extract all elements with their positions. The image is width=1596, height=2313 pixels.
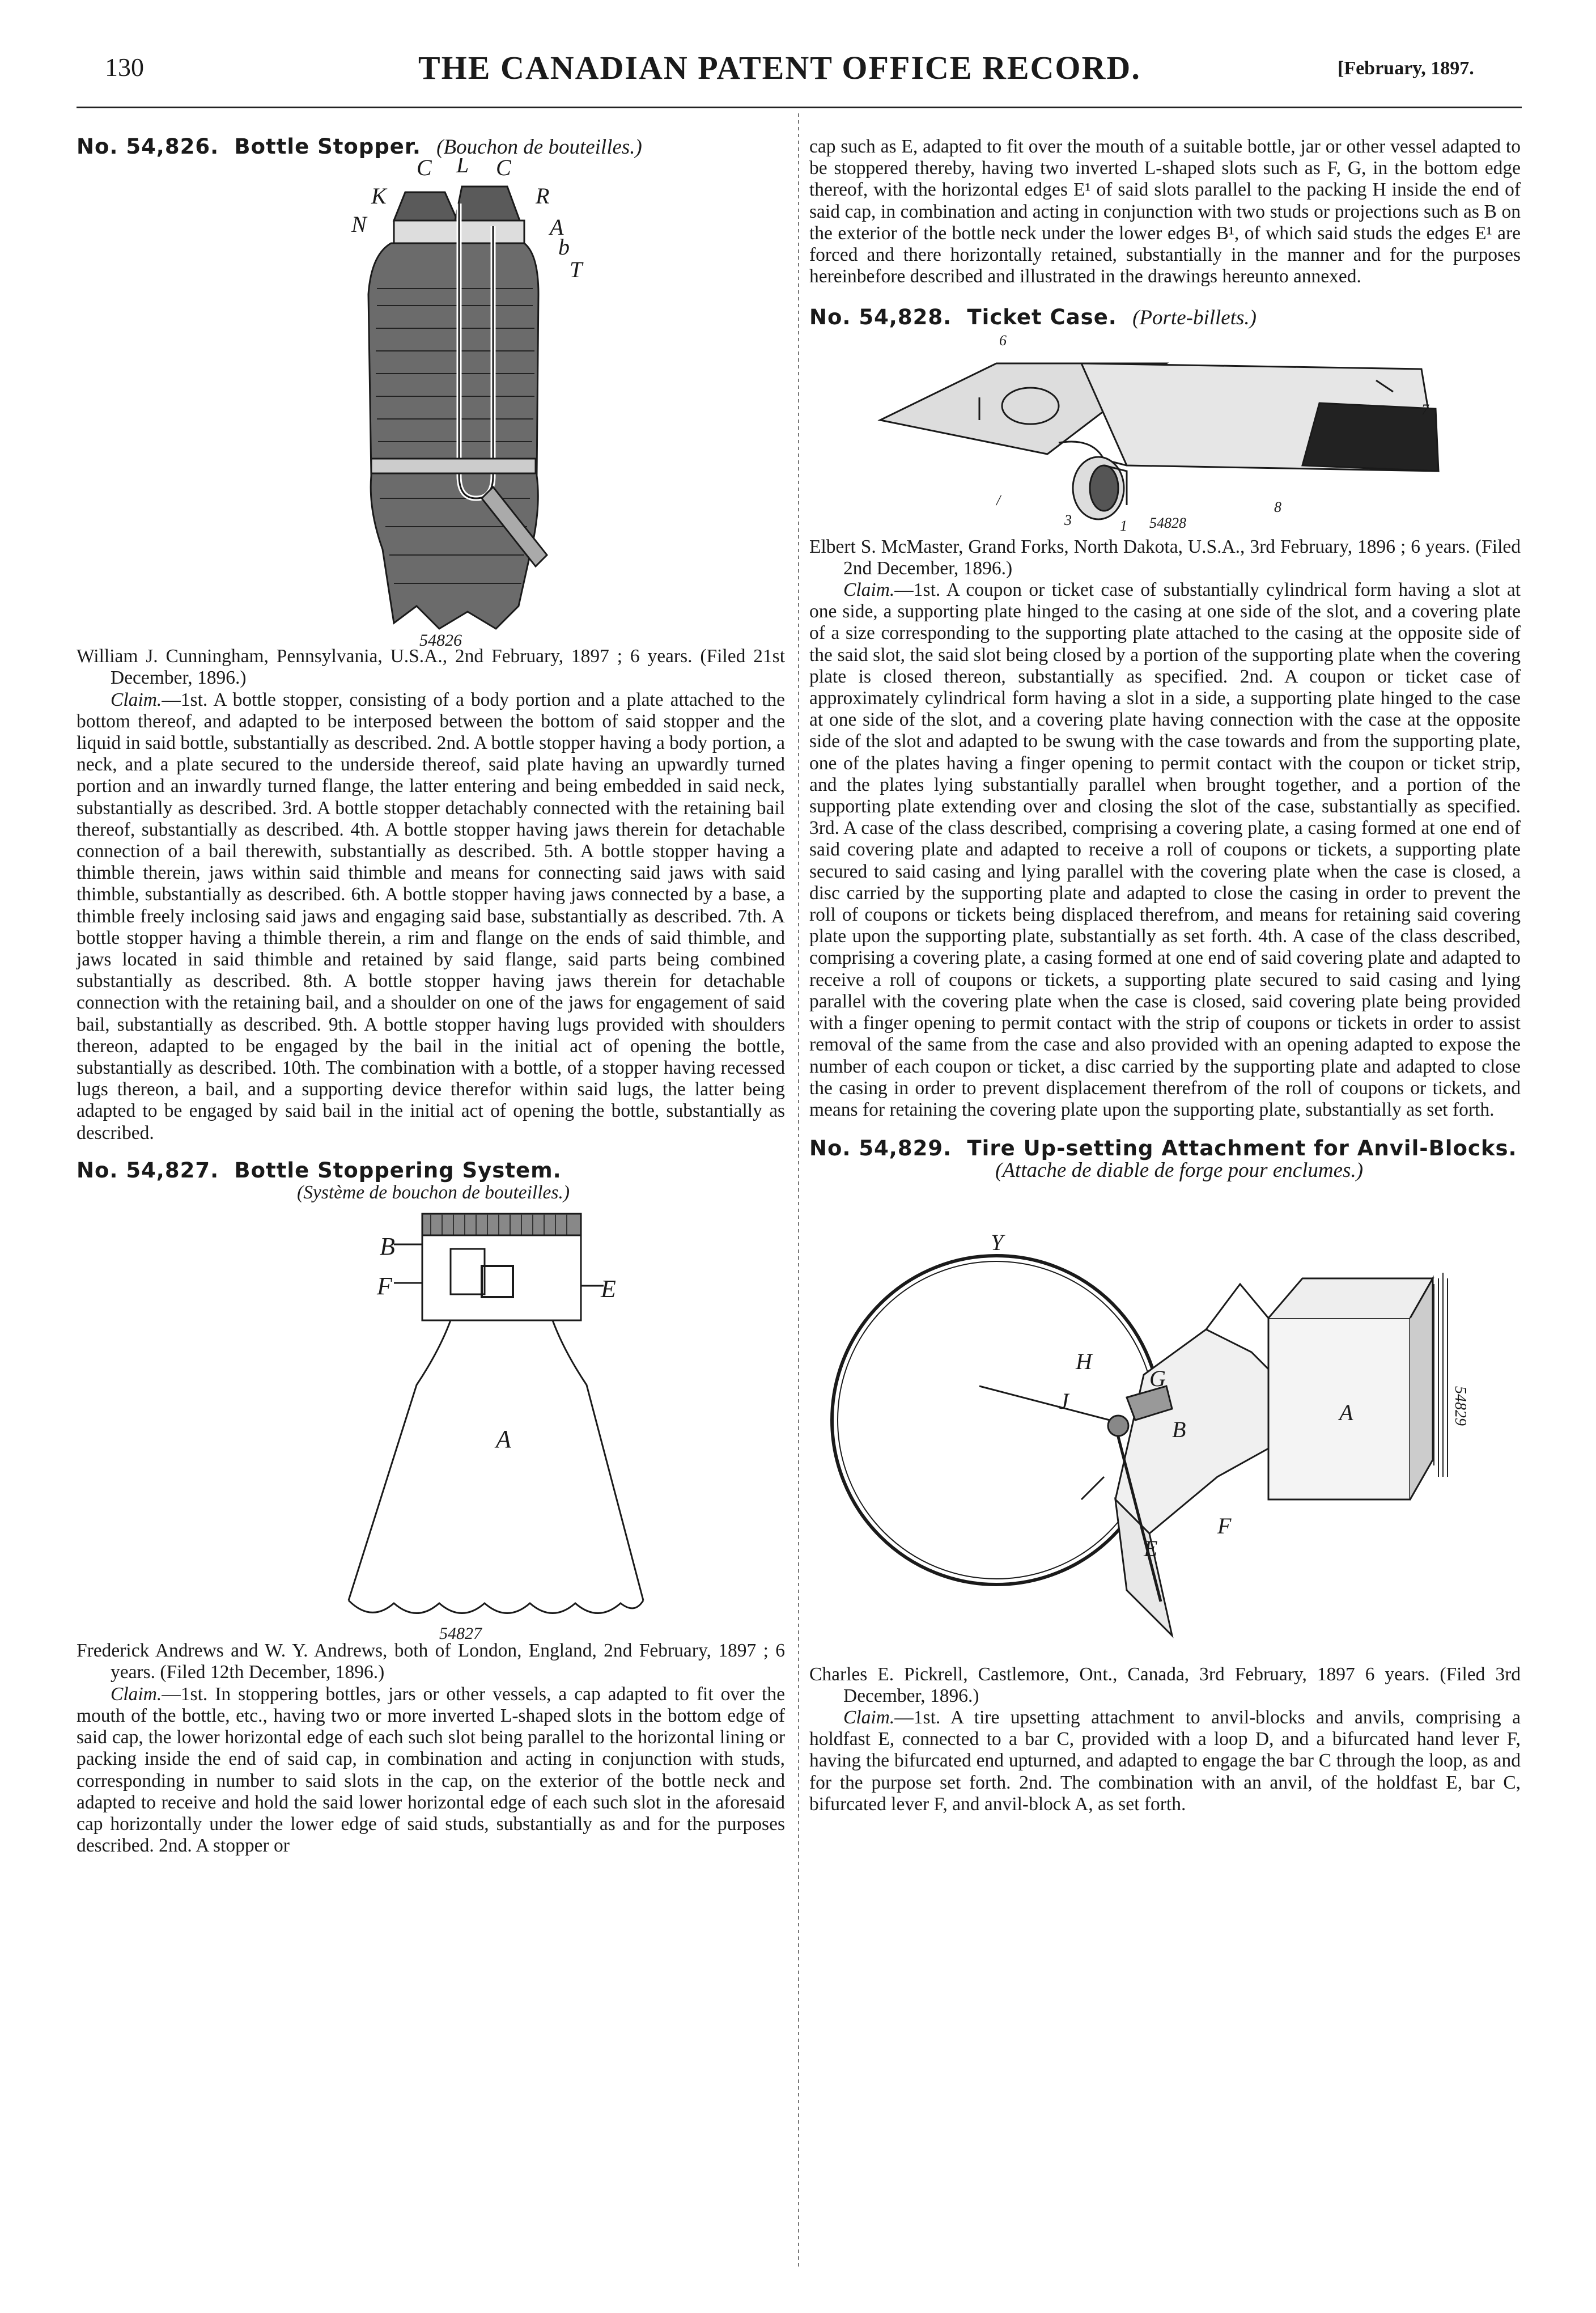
claim-text: —1st. A coupon or ticket case of substantially cylindrical form having a slot at one side, a supporting plate hinged to the casing at one side of the slot, and a covering plate of a size corresponding to the supporting plate attached to the casing at the opposite side of the said slot, the said slot being closed by a portion of the supporting plate when the covering plate is closed thereon, substantially as specified. 2nd. A coupon or ticket case of approximately cylindrical form having a slot in a side, a supporting plate hinged to the case at one side of the slot, and a covering plate having connection with the case at the opposite side of the slot and adapted to be swung with the case towards and from the supporting plate, one of the plates having a finger opening to permit contact with the coupon or ticket strip, and the plates lying substantially parallel when brought together, and a portion of the supporting plate extending over and closing the slot of the case, substantially as specified. 3rd. A case of the class described, comprising a covering plate, a casing formed at one end of said covering plate and adapted to receive a roll of coupons or tickets, a supporting plate secured to said casing and lying parallel with the covering plate when the case is closed, a disc carried by the supporting plate and adapted to close the casing in order to prevent the roll of coupons or tickets being displaced therefrom, and means for retaining said covering plate upon the supporting plate, substantially as set forth. 4th. A case of the class described, comprising a covering plate, a casing formed at one end of said covering plate and adapted to receive a roll of coupons or tickets, a supporting plate secured to said casing and lying parallel with the covering plate when the case is closed, said covering plate being provided with a finger opening to permit contact with the strip of coupons or tickets in order to assist removal of the same from the case and also provided with an opening adapted to expose the number of each coupon or ticket, a disc carried by the supporting plate and adapted to close the casing in order to prevent displacement therefrom of the roll of coupons or tickets, and means for retaining the covering plate upon the supporting plate, substantially as set forth. — [809, 579, 1521, 1120]
svg-text:7: 7 — [1421, 401, 1429, 418]
figure-number: 54829 — [1451, 1386, 1469, 1426]
bottle-stoppering-illustration — [77, 1204, 785, 1640]
figure-number: 54828 — [1149, 514, 1186, 531]
svg-text:3: 3 — [1064, 511, 1072, 528]
figure-number: 54826 — [419, 631, 462, 646]
svg-text:A: A — [550, 214, 564, 240]
svg-text:A: A — [496, 1425, 511, 1454]
svg-text:T: T — [570, 257, 583, 283]
header-rule — [77, 107, 1522, 108]
bottle-stopper-illustration — [77, 158, 785, 646]
svg-text:G: G — [1149, 1365, 1166, 1391]
svg-text:F: F — [377, 1272, 392, 1300]
page-title: THE CANADIAN PATENT OFFICE RECORD. — [418, 49, 1141, 86]
claim-54827-continued: cap such as E, adapted to fit over the mouth of a suitable bottle, jar or other vessel adapted to be stoppered thereby, having two inverted L-shaped slots such as F, G, in the bottom edge thereof, with the horizontal edges E¹ of said slots parallel to the packing H inside the end of said cap, in combination and acting in conjunction with two studs or projections such as B on the exterior of the bottle neck under the lower edges B¹, of which said studs the edges E¹ are forced and there horizontally retained, substantially in the manner and for the purposes hereinbefore described and illustrated in the drawings hereunto annexed. — [809, 136, 1521, 287]
patent-title: Tire Up-setting Attachment for Anvil-Blocks. — [967, 1136, 1517, 1161]
patent-number: No. 54,829. — [809, 1136, 952, 1161]
patent-title-french: (Porte-billets.) — [1132, 306, 1257, 330]
patent-title-french: (Bouchon de bouteilles.) — [436, 135, 642, 159]
svg-text:Y: Y — [991, 1229, 1004, 1255]
svg-text:b: b — [558, 234, 570, 260]
ticket-case-illustration — [809, 329, 1521, 536]
svg-text:F: F — [1217, 1513, 1232, 1539]
entry-heading-54826 — [77, 136, 785, 158]
inventor-54826: William J. Cunningham, Pennsylvania, U.S.A., 2nd February, 1897 ; 6 years. (Filed 21st December, 1896.) — [77, 646, 785, 689]
entry-heading-54828 — [809, 307, 1521, 329]
claim-54829 — [809, 1707, 1521, 1815]
patent-title: Bottle Stoppering System. — [234, 1158, 562, 1183]
page-number: 130 — [105, 53, 144, 82]
claim-label: Claim. — [843, 1706, 895, 1728]
svg-text:K: K — [371, 183, 387, 209]
patent-number: No. 54,828. — [809, 305, 952, 330]
patent-number: No. 54,827. — [77, 1158, 219, 1183]
svg-text:B: B — [380, 1232, 395, 1261]
claim-label: Claim. — [111, 689, 162, 710]
tire-upsetting-illustration — [809, 1182, 1521, 1664]
svg-text:A: A — [1339, 1399, 1353, 1425]
svg-text:H: H — [1076, 1348, 1092, 1374]
entry-heading-54827 — [77, 1160, 785, 1182]
svg-text:1: 1 — [1120, 517, 1127, 534]
claim-text: —1st. A bottle stopper, consisting of a body portion and a plate attached to the bottom thereof, and adapted to be interposed between the bottom of said stopper and the liquid in said bottle, substantially as described. 2nd. A bottle stopper having a body portion, a neck, and a plate secured to the underside thereof, said plate having an upwardly turned portion and an inwardly turned flange, the latter entering and being embedded in said neck, substantially as described. 3rd. A bottle stopper detachably connected with the retaining bail thereof, substantially as described. 4th. A bottle stopper having jaws therein for detachable connection of a bail therewith, substantially as described. 5th. A bottle stopper having a thimble therein, jaws within said thimble and means for connecting said jaws with said thimble, substantially as described. 6th. A bottle stopper having jaws connected by a base, a thimble freely inclosing said jaws and engaging said base, substantially as described. 7th. A bottle stopper having a thimble therein, a rim and flange on the ends of said thimble, and jaws located in said thimble and retained by said flange, said parts being combined substantially as described. 8th. A bottle stopper having jaws therein for detachable connection with the retaining bail, and a shoulder on one of the jaws for engagement of said bail, substantially as described. 9th. A bottle stopper having lugs provided with shoulders thereon, adapted to be engaged by the bail in the initial act of opening the bottle, substantially as described. 10th. The combination with a bottle, of a stopper having recessed lugs thereon, a bail, and a supporting device therefor within said lugs, the latter being adapted to be engaged by said bail in the initial act of opening the bottle, substantially as described. — [77, 689, 785, 1143]
claim-text: —1st. In stoppering bottles, jars or other vessels, a cap adapted to fit over the mouth of the bottle, etc., having two or more inverted L-shaped slots in the bottom edge of said cap, the lower horizontal edge of each such slot being parallel to the horizontal lining or packing inside the end of said cap, in combination and acting in conjunction with studs, corresponding in number to said slots in the cap, on the exterior of the bottle neck and adapted to receive and hold the said lower horizontal edge of each such slot in the aforesaid cap horizontally under the lower edge of said studs, substantially as and for the purposes described. 2nd. A stopper or — [77, 1683, 785, 1857]
figure-number: 54827 — [439, 1624, 482, 1641]
patent-title-french: (Système de bouchon de bouteilles.) — [297, 1182, 570, 1204]
claim-54828 — [809, 579, 1521, 1121]
svg-text:/: / — [996, 492, 1001, 509]
patent-title-french: (Attache de diable de forge pour enclumes.) — [995, 1159, 1364, 1183]
svg-text:6: 6 — [999, 332, 1007, 349]
claim-label: Claim. — [843, 579, 895, 601]
svg-text:C: C — [496, 158, 511, 181]
right-column — [809, 136, 1521, 1815]
inventor-54829: Charles E. Pickrell, Castlemore, Ont., Canada, 3rd February, 1897 6 years. (Filed 3rd December, 1896.) — [809, 1663, 1521, 1706]
svg-text:E: E — [601, 1275, 616, 1303]
patent-title: Ticket Case. — [967, 305, 1117, 330]
page-header — [0, 0, 1596, 113]
entry-heading-54829 — [809, 1138, 1521, 1181]
svg-text:R: R — [536, 183, 550, 209]
claim-label: Claim. — [111, 1683, 162, 1705]
inventor-54827: Frederick Andrews and W. Y. Andrews, both of London, England, 2nd February, 1897 ; 6 years. (Filed 12th December, 1896.) — [77, 1640, 785, 1683]
svg-text:B: B — [1172, 1416, 1186, 1442]
inventor-54828: Elbert S. McMaster, Grand Forks, North Dakota, U.S.A., 3rd February, 1896 ; 6 years. (Filed 2nd December, 1896.) — [809, 536, 1521, 579]
svg-text:E: E — [1144, 1535, 1158, 1561]
issue-date: [February, 1897. — [1338, 58, 1474, 79]
claim-54826 — [77, 689, 785, 1144]
svg-text:C: C — [417, 158, 432, 181]
svg-text:N: N — [351, 211, 367, 238]
patent-number: No. 54,826. — [77, 134, 219, 159]
claim-text: —1st. A tire upsetting attachment to anvil-blocks and anvils, comprising a holdfast E, connected to a bar C, provided with a loop D, and a bifurcated hand lever F, having the bifurcated end upturned, and adapted to engage the bar C through the loop, as and for the purpose set forth. 2nd. The combination with an anvil, of the holdfast E, bar C, bifurcated lever F, and anvil-block A, as set forth. — [809, 1706, 1521, 1815]
left-column — [77, 136, 785, 1857]
svg-text:8: 8 — [1274, 498, 1281, 515]
svg-text:L: L — [456, 158, 469, 178]
column-divider — [798, 113, 799, 2268]
svg-text:J: J — [1059, 1388, 1069, 1414]
claim-54827 — [77, 1684, 785, 1857]
patent-title: Bottle Stopper. — [234, 134, 421, 159]
